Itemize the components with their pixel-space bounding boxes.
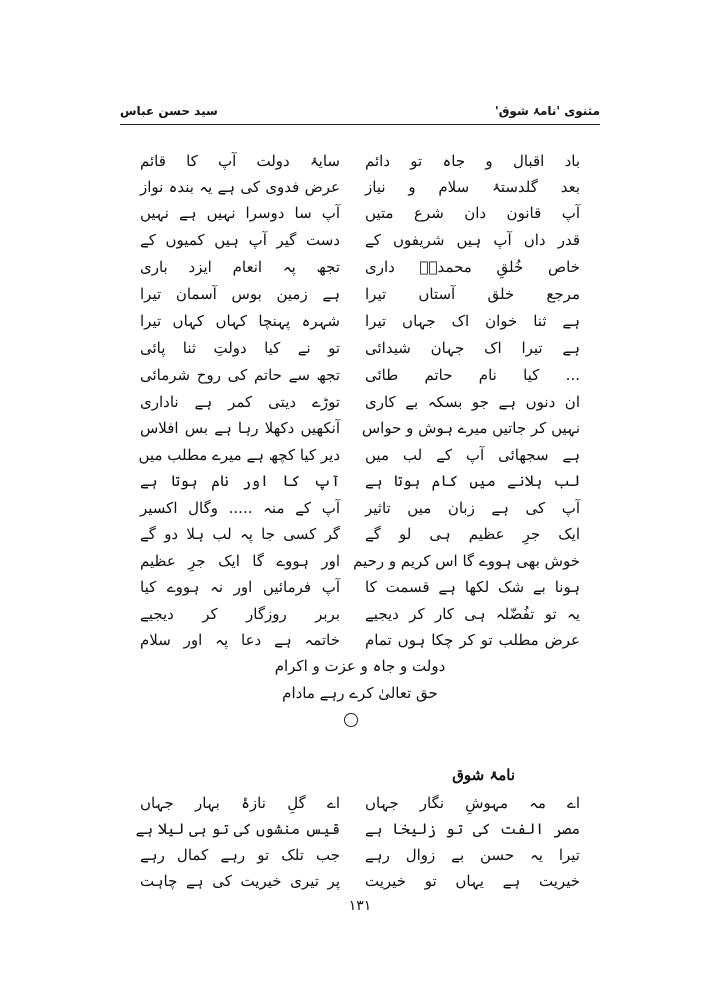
hemistich-second: اور ہووے گا ایک جرِ عظیم <box>140 552 340 570</box>
book-title: مثنوی 'نامۂ شوق' <box>495 104 600 118</box>
verse-line <box>140 231 580 255</box>
hemistich-second: گر کسی جا پہ لب ہلا دو گے <box>140 525 340 543</box>
hemistich-first: آپ کی ہے زبان میں تاثیر <box>365 499 580 517</box>
hemistich-second: شہرہ پہنچا کہاں کہاں تیرا <box>140 312 340 330</box>
hemistich-first: مرجع خلق آستاں تیرا <box>365 285 580 303</box>
verse-line <box>140 794 580 818</box>
running-header <box>120 104 600 125</box>
section-title: نامۂ شوق <box>452 766 515 784</box>
closing-line: حق تعالیٰ کرے رہے مادام <box>282 684 438 702</box>
hemistich-first: ان دنوں ہے جو بسکہ بے کاری <box>365 393 580 411</box>
hemistich-second: عرض فدوی کی ہے یہ بندہ نواز <box>140 178 340 196</box>
hemistich-first: ہونا بے شک لکھا ہے قسمت کا <box>365 578 580 596</box>
verse-line <box>135 820 580 844</box>
verse-line <box>140 525 580 549</box>
hemistich-first: مصر الفت کی تو زلیخا ہے <box>365 820 580 838</box>
hemistich-second: اے گلِ نازۂ بہار جہاں <box>140 794 340 812</box>
hemistich-first: اے مہ مہوشِ نگار جہاں <box>365 794 580 812</box>
verse-line <box>140 366 580 390</box>
hemistich-second: تو نے کیا دولتِ ثنا پائی <box>140 339 340 357</box>
verse-line <box>140 578 580 602</box>
verse-line <box>140 258 580 282</box>
hemistich-second: آنکھیں دکھلا رہا ہے بس افلاس <box>140 419 340 437</box>
hemistich-second: آپ سا دوسرا نہیں ہے نہیں <box>140 204 340 222</box>
hemistich-second: آپ کے منہ ..... وگال اکسیر <box>140 499 340 517</box>
hemistich-second: تجھ سے حاتم کی روح شرمائی <box>140 366 340 384</box>
verse-line <box>140 393 580 417</box>
verse-line <box>140 285 580 309</box>
verse-line <box>140 846 580 870</box>
hemistich-second: خاتمہ ہے دعا پہ اور سلام <box>140 631 340 649</box>
hemistich-first: خیریت ہے یہاں تو خیریت <box>365 872 580 890</box>
hemistich-second: قیس منشوں کی تو ہی لیلا ہے <box>135 820 340 838</box>
hemistich-second: ہے زمین بوس آسمان تیرا <box>140 285 340 303</box>
hemistich-second: پر تیری خیریت کی ہے چاہت <box>140 872 340 890</box>
hemistich-second: سایۂ دولت آپ کا قائم <box>140 152 340 170</box>
hemistich-first: نہیں کر جاتیں میرے ہوش و حواس <box>361 419 580 437</box>
author-name: سید حسن عباس <box>120 104 218 118</box>
hemistich-first: باد اقبال و جاہ تو دائم <box>365 152 580 170</box>
page-number: ۱۳۱ <box>348 898 372 914</box>
hemistich-first: ہے سجھائی آپ کے لب میں <box>365 446 580 464</box>
hemistich-first: خوش بھی ہووے گا اس کریم و رحیم <box>353 552 580 570</box>
hemistich-second: آپ فرمائیں اور نہ ہووے کیا <box>140 578 340 596</box>
verse-line <box>140 419 580 443</box>
verse-line <box>140 552 580 576</box>
hemistich-first: قدر داں آپ ہیں شریفوں کے <box>365 231 580 249</box>
verse-line <box>140 152 580 176</box>
hemistich-first: ہے تیرا اک جہان شیدائی <box>365 339 580 357</box>
hemistich-first: عرض مطلب تو کر چکا ہوں تمام <box>365 631 580 649</box>
closing-line: دولت و جاہ و عزت و اکرام <box>274 657 446 675</box>
hemistich-second: تجھ پہ انعام ایزد باری <box>140 258 340 276</box>
hemistich-first: آپ قانون دان شرع متیں <box>365 204 580 222</box>
hemistich-first: ہے ثنا خوان اک جہاں تیرا <box>365 312 580 330</box>
hemistich-second: بربر روزگار کر دیجیے <box>140 605 340 623</box>
hemistich-first: لب ہلانے میں کام ہوتا ہے <box>365 472 580 490</box>
verse-line <box>140 178 580 202</box>
hemistich-second: آپ کا اور نام ہوتا ہے <box>140 472 340 490</box>
section-end-circle-icon <box>344 713 358 727</box>
verse-line <box>140 872 580 896</box>
verse-line <box>140 631 580 655</box>
hemistich-first: خاص خُلقِ محمدیؐ داری <box>365 258 580 276</box>
hemistich-first: ایک جرِ عظیم ہی لو گے <box>365 525 580 543</box>
verse-line <box>140 605 580 629</box>
verse-line <box>140 204 580 228</box>
verse-line <box>140 472 580 496</box>
hemistich-second: دست گیر آپ ہیں کمیوں کے <box>140 231 340 249</box>
verse-line <box>140 312 580 336</box>
hemistich-first: یہ تو تفُضّلہ ہی کار کر دیجیے <box>365 605 580 623</box>
hemistich-first: بعد گلدستۂ سلام و نیاز <box>365 178 580 196</box>
verse-line <box>140 339 580 363</box>
hemistich-second: دیر کیا کچھ ہے میرے مطلب میں <box>138 446 340 464</box>
verse-line <box>140 446 580 470</box>
verse-line <box>140 499 580 523</box>
hemistich-second: جب تلک تو رہے کمال رہے <box>140 846 340 864</box>
hemistich-first: ... کیا نام حاتم طائی <box>365 366 580 384</box>
hemistich-second: توڑے دیتی کمر ہے ناداری <box>140 393 340 411</box>
hemistich-first: تیرا یہ حسن بے زوال رہے <box>365 846 580 864</box>
